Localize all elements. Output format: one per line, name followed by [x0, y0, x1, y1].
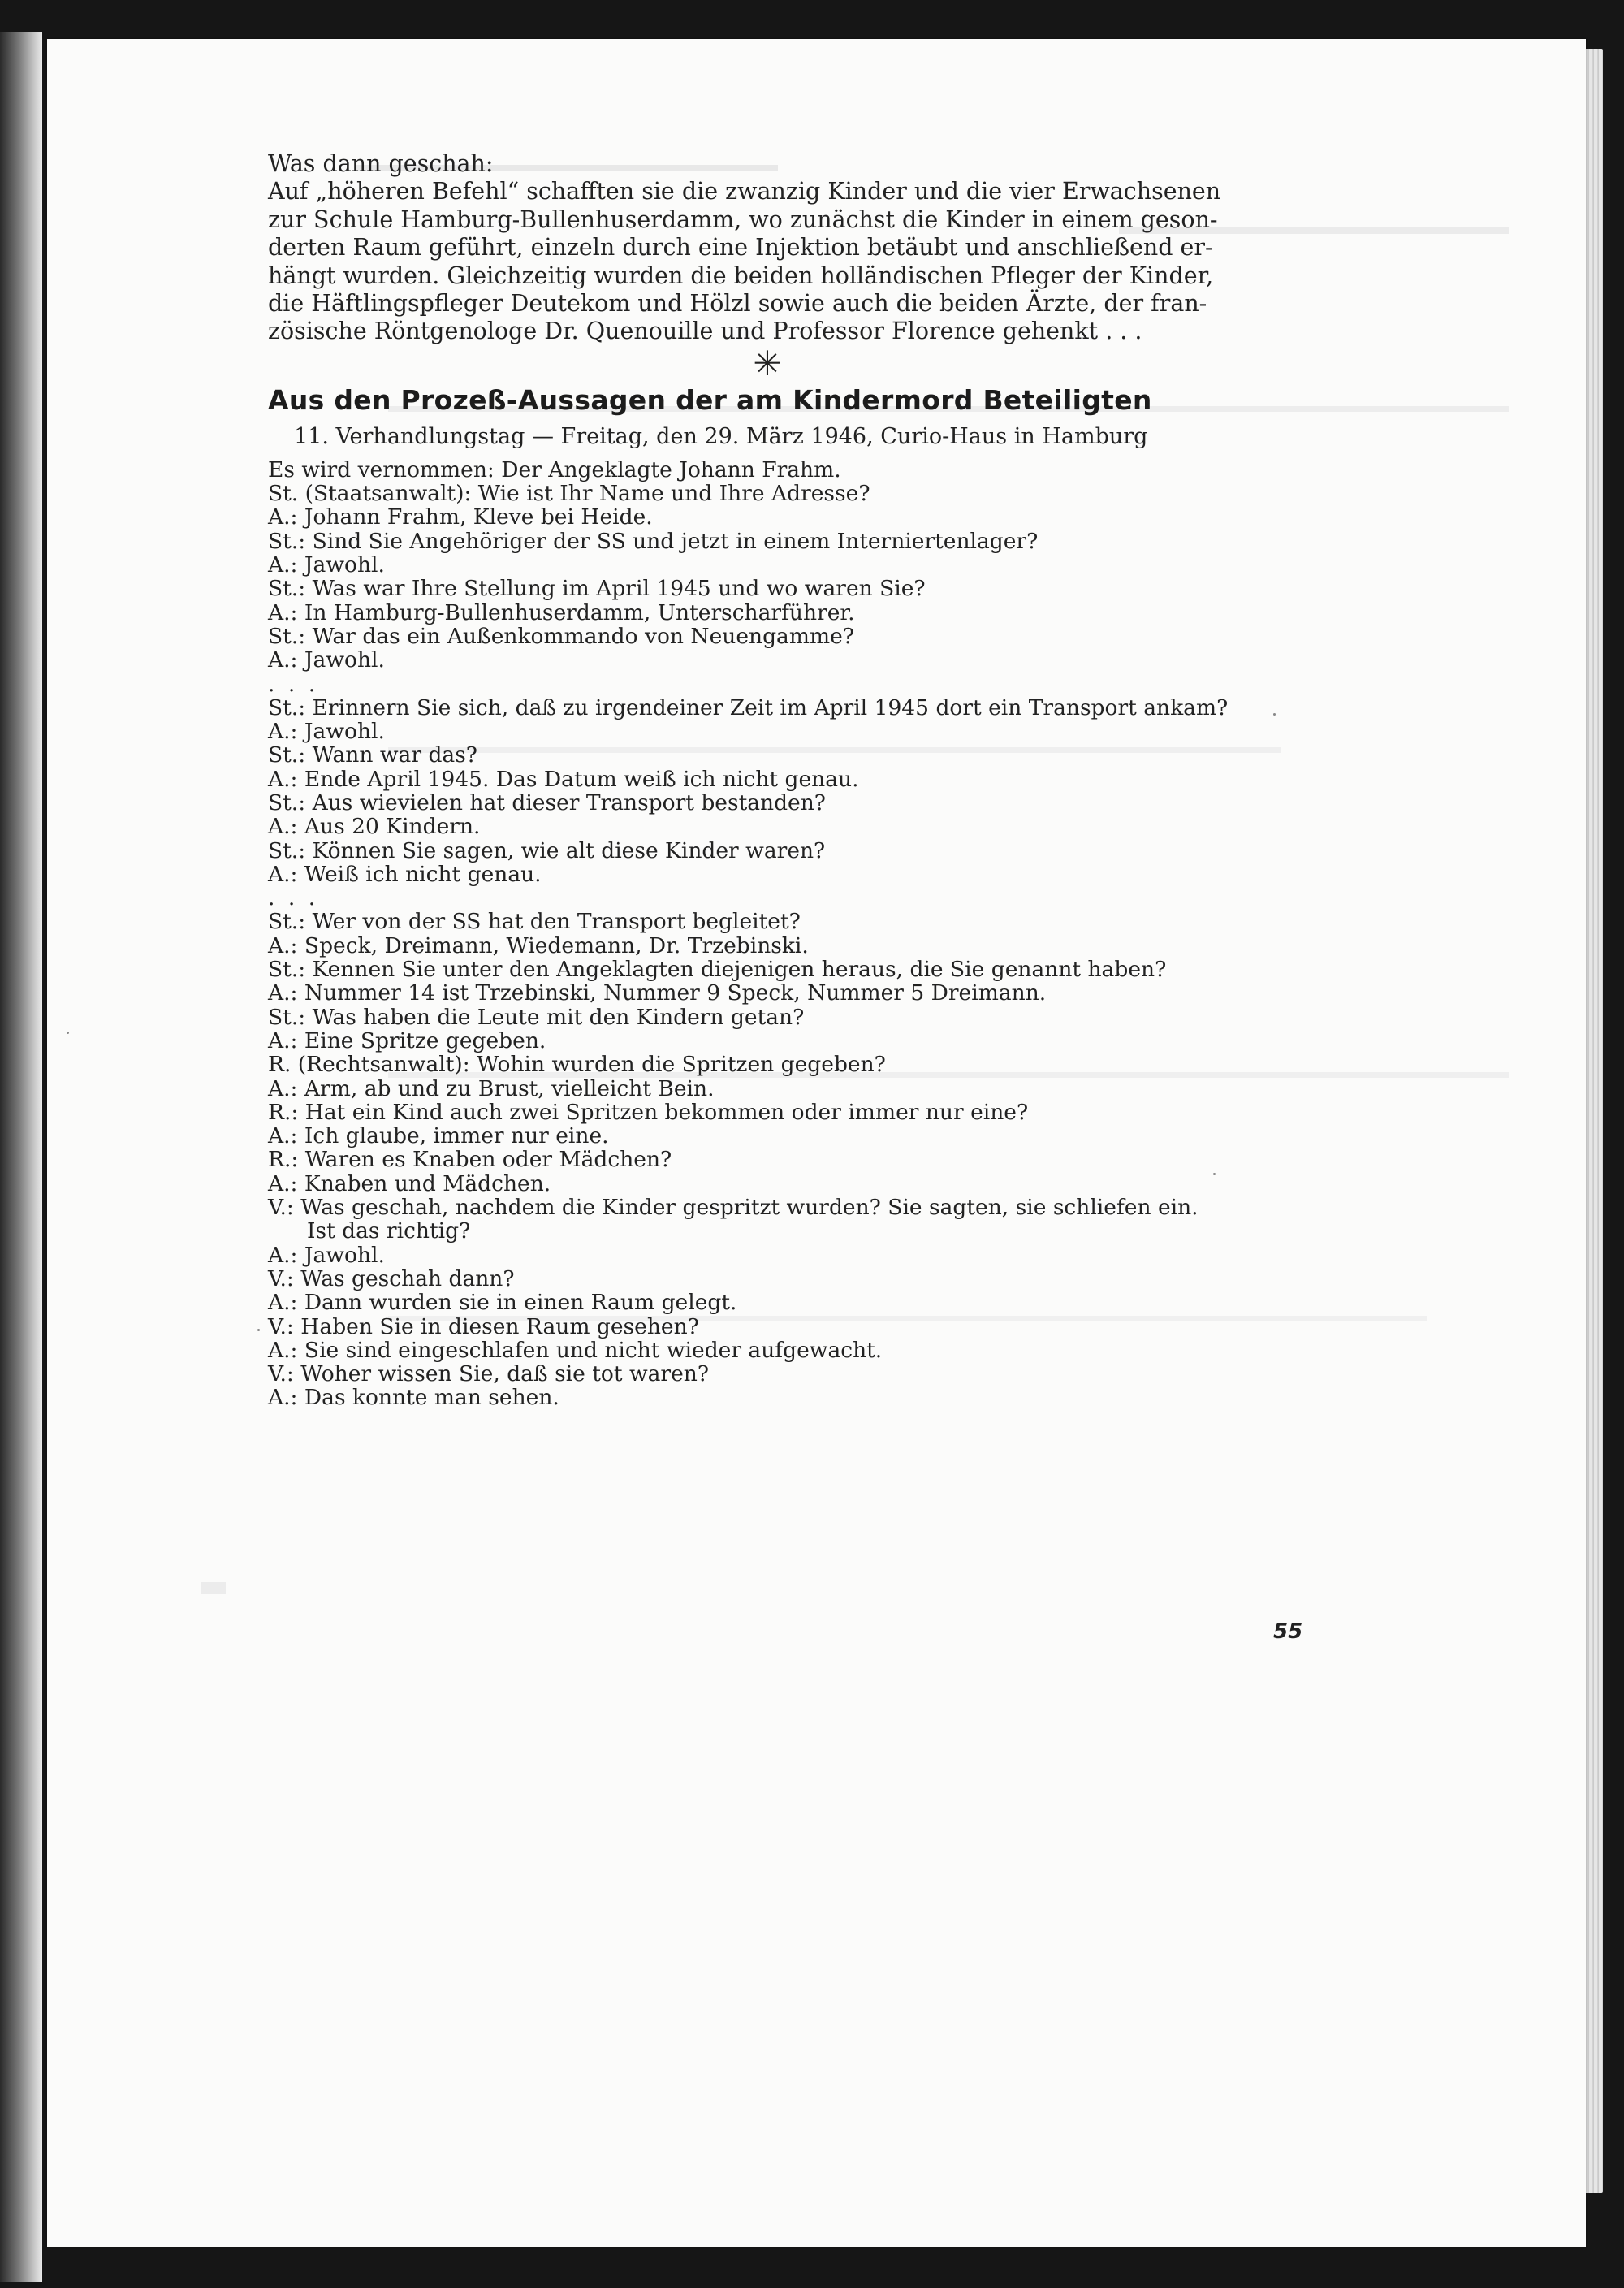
- transcript-line: St.: Was haben die Leute mit den Kindern getan?: [268, 1004, 805, 1030]
- transcript-line: A.: Arm, ab und zu Brust, vielleicht Bein.: [268, 1075, 715, 1101]
- intro-line: derten Raum geführt, einzeln durch eine Injektion betäubt und anschließend er-: [268, 234, 1213, 262]
- transcript-line: V.: Woher wissen Sie, daß sie tot waren?: [268, 1361, 710, 1387]
- transcript-line: R.: Hat ein Kind auch zwei Spritzen bekommen oder immer nur eine?: [268, 1099, 1029, 1125]
- transcript-line: A.: Das konnte man sehen.: [268, 1385, 559, 1411]
- intro-paragraph: [268, 150, 1267, 346]
- section-heading: Aus den Prozeß-Aussagen der am Kindermord Beteiligten: [268, 383, 1152, 416]
- intro-line: hängt wurden. Gleichzeitig wurden die beiden holländischen Pfleger der Kinder,: [268, 262, 1214, 289]
- intro-line: Auf „höheren Befehl“ schafften sie die zwanzig Kinder und die vier Erwachsenen: [268, 178, 1221, 205]
- transcript-line: V.: Haben Sie in diesen Raum gesehen?: [268, 1313, 699, 1339]
- transcript-line: V.: Was geschah dann?: [268, 1265, 515, 1291]
- transcript-line: A.: Aus 20 Kindern.: [268, 814, 481, 840]
- paper-speck: [67, 1032, 69, 1034]
- omission-marker: . . .: [268, 671, 319, 697]
- transcript-line: A.: Ende April 1945. Das Datum weiß ich nicht genau.: [268, 766, 859, 792]
- transcript-line: St.: Sind Sie Angehöriger der SS und jetzt in einem Interniertenlager?: [268, 528, 1039, 554]
- intro-line: zur Schule Hamburg-Bullenhuserdamm, wo zunächst die Kinder in einem geson-: [268, 205, 1218, 233]
- intro-line: Was dann geschah:: [268, 150, 494, 177]
- transcript-line: A.: In Hamburg-Bullenhuserdamm, Unterscharführer.: [268, 599, 855, 625]
- transcript-line: A.: Speck, Dreimann, Wiedemann, Dr. Trzebinski.: [268, 932, 809, 958]
- transcript-line: St.: Wann war das?: [268, 742, 478, 768]
- intro-line: die Häftlingspfleger Deutekom und Hölzl sowie auch die beiden Ärzte, der fran-: [268, 290, 1207, 318]
- transcript-line: St.: Wer von der SS hat den Transport begleitet?: [268, 909, 801, 935]
- transcript-line: A.: Jawohl.: [268, 552, 385, 578]
- transcript-line: A.: Johann Frahm, Kleve bei Heide.: [268, 504, 653, 530]
- page-content: [268, 150, 1267, 1410]
- transcript-line: A.: Nummer 14 ist Trzebinski, Nummer 9 Speck, Nummer 5 Dreimann.: [268, 980, 1047, 1006]
- transcript-line: A.: Sie sind eingeschlafen und nicht wieder aufgewacht.: [268, 1337, 883, 1363]
- transcript-line: A.: Ich glaube, immer nur eine.: [268, 1123, 609, 1149]
- adjacent-page-edge: [0, 32, 42, 2282]
- paper-speck: [1273, 713, 1276, 716]
- transcript-line: St.: Was war Ihre Stellung im April 1945 und wo waren Sie?: [268, 576, 926, 602]
- transcript-line: A.: Dann wurden sie in einen Raum gelegt.: [268, 1290, 737, 1316]
- paper-speck: [257, 1329, 260, 1331]
- transcript-line: R. (Rechtsanwalt): Wohin wurden die Spritzen gegeben?: [268, 1052, 886, 1078]
- transcript-line: St.: War das ein Außenkommando von Neuengamme?: [268, 623, 854, 649]
- transcript-line: St.: Können Sie sagen, wie alt diese Kinder waren?: [268, 837, 826, 863]
- transcript-line: A.: Jawohl.: [268, 719, 385, 745]
- transcript-line: Ist das richtig?: [307, 1218, 471, 1244]
- transcript-line: St.: Aus wievielen hat dieser Transport bestanden?: [268, 790, 827, 815]
- transcript-line: St.: Erinnern Sie sich, daß zu irgendeiner Zeit im April 1945 dort ein Transport ankam?: [268, 694, 1229, 720]
- intro-line: zösische Röntgenologe Dr. Quenouille und Professor Florence gehenkt . . .: [268, 318, 1142, 345]
- transcript-line: V.: Was geschah, nachdem die Kinder gespritzt wurden? Sie sagten, sie schliefen ein.: [268, 1195, 1199, 1221]
- transcript-line: A.: Jawohl.: [268, 1242, 385, 1268]
- section-separator-icon: ✳: [753, 343, 782, 383]
- transcript-line: Es wird vernommen: Der Angeklagte Johann Frahm.: [268, 456, 841, 482]
- omission-marker: . . .: [268, 885, 319, 911]
- transcript-line: R.: Waren es Knaben oder Mädchen?: [268, 1147, 672, 1173]
- testimony-transcript: [268, 458, 1267, 1410]
- transcript-line: A.: Weiß ich nicht genau.: [268, 861, 542, 887]
- session-info: 11. Verhandlungstag — Freitag, den 29. März 1946, Curio-Haus in Hamburg: [294, 423, 1148, 449]
- transcript-line: A.: Knaben und Mädchen.: [268, 1170, 551, 1196]
- transcript-line: A.: Eine Spritze gegeben.: [268, 1027, 546, 1053]
- transcript-line: St. (Staatsanwalt): Wie ist Ihr Name und Ihre Adresse?: [268, 481, 870, 507]
- transcript-line: St.: Kennen Sie unter den Angeklagten diejenigen heraus, die Sie genannt haben?: [268, 957, 1167, 983]
- page-number: 55: [1273, 1620, 1303, 1644]
- transcript-line: A.: Jawohl.: [268, 647, 385, 673]
